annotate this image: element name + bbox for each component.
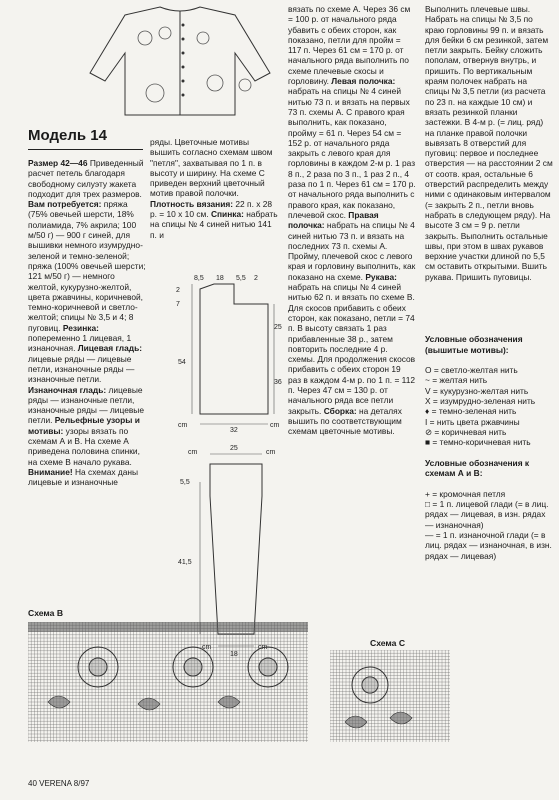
items1-item-1: ~ = желтая нить bbox=[425, 375, 488, 386]
items1-item-2: V = кукурузно-желтая нить bbox=[425, 385, 529, 396]
measure-bottom-unit-right: cm bbox=[270, 422, 280, 429]
col3-para-1: Левая полочка: bbox=[331, 76, 396, 87]
col3-para-0: вязать по схеме А. Через 36 см = 100 р. от начального ряда убавить с обеих сторон, как показано, петли для пройм = 117 п. Через 61 см = 170 р. от начального ряда выполнить по схеме плечевые скосы и горловину. bbox=[288, 4, 411, 87]
col3-para-6: набрать на спицы № 4 синей нитью 62 п. и вязать по схеме В. Для скосов прибавить с обеих сторон, как показано, петли = 74 п. В высоту связать 1 раз прибавленные 38 р., затем повторить последние 4 р. схемы. Для продолжения скосов прибавить с обеих сторон 19 раз в каждом 4-м р. по 1 п. = 112 п. Через 47 см = 130 р. от начального ряда все петли закрыть. bbox=[288, 282, 416, 416]
col3-para-5: Рукава: bbox=[365, 271, 397, 282]
chart-c-label: Схема С bbox=[370, 638, 406, 648]
column-1 bbox=[28, 158, 146, 488]
measure-bottom-unit-left: cm bbox=[178, 422, 188, 429]
measure-right-1: 25 bbox=[274, 324, 282, 331]
col4-para-0: Выполнить плечевые швы. Набрать на спицы № 3,5 по краю горловины 99 п. и вязать для бейки 6 см резинкой, затем петли закрыть. Бейку сложить пополам, отвернув внутрь, и пришить. По вертикальным краям полочек набрать на спицы № 3,5 петли (из расчета по 23 п. на каждые 10 см) и вязать резинкой планки застежки. В 4-м р. (= лиц. ряд) на планке правой полочки вывязать 8 отверстий для пуговиц: первое и последнее отверстия — на расстоянии 2 см от соотв. края, остальные 6 отверстий распределить между ними с одинаковым интервалом (= закрыть 2 п., петли вновь набрать в следующем ряду). На высоте 3 см = 9 р. петли закрыть. Выполнить остальные швы, при этом в швах рукавов верхние участки длиной по 5,5 см оставить открытыми. Вшить рукава. Пришить пуговицы. bbox=[425, 4, 553, 282]
chartB-grid bbox=[28, 622, 308, 742]
col1-para-1: Приведенный расчет петель благодаря свободному силуэту жакета подходит для трех размеров. bbox=[28, 158, 144, 199]
sleeve-bottom-unit-right: cm bbox=[258, 644, 268, 651]
sleeve-top-unit-right: cm bbox=[266, 449, 276, 456]
legend-title-2: Условные обозначения к схемам А и В: bbox=[425, 457, 530, 479]
col3-para-7: Сборка: bbox=[323, 405, 360, 416]
column-2 bbox=[150, 137, 278, 240]
chart-c-leaf-1 bbox=[390, 712, 412, 724]
sleeve-top-width: 25 bbox=[230, 445, 238, 452]
col2-para-3: Спинка: bbox=[210, 209, 247, 220]
col2-para-4: набрать на спицы № 4 синей нитью 141 п. и bbox=[150, 209, 278, 240]
col3-para-2: набрать на спицы № 4 синей нитью 73 п. и вязать на первых 73 п. схемы А. С правого края выполнить, как показано, пройму = 61 п. Через 54 см = 152 р. от начального ряда закрыть с левого края для горловины в каждом 2-м р. 1 раз 8 п., 2 раза по 3 п., 1 раз 2 п., 4 раза по 1 п. Через 61 см = 170 р. от начального ряда выполнить с правого края, как показано, плечевой скос. bbox=[288, 86, 416, 220]
col3-para-8: на деталях вышить по соответствующим схемам цветочные мотивы. bbox=[288, 405, 402, 437]
measure-top-2: 18 bbox=[216, 275, 224, 282]
measure-top-4: 2 bbox=[254, 275, 258, 282]
chart-b-flower-1 bbox=[78, 647, 118, 687]
chart-c-leaf-2 bbox=[345, 716, 367, 728]
chart-b-leaf-3 bbox=[218, 696, 240, 708]
col2-para-1: Плотность вязания: bbox=[150, 198, 236, 209]
page-footer: 40 VERENA 8/97 bbox=[28, 779, 90, 788]
chart-b-leaf-2 bbox=[138, 698, 160, 710]
items1-item-6: ⊘ = коричневая нить bbox=[425, 426, 507, 437]
col1-para-3: пряжа (75% овечьей шерсти, 18% полиамида, 7% акрила; 100 м/50 г) — 900 г синей, для вышивки немного изумрудно-зеленой и темно-зеленой; пряжа (100% овечьей шерсти; 121 м/50 г) — немного желтой, кукурузно-желтой, цвета ржавчины, коричневой, темно-коричневой и светло-желтой; спицы № 3,5 и 4; 8 пуговиц. bbox=[28, 199, 146, 333]
col1-para-9: лицевые ряды — изнаночные петли, изнаночные ряды — лицевые петли. bbox=[28, 384, 144, 426]
items1-item-0: О = светло-желтая нить bbox=[425, 365, 518, 376]
sleeve-bottom-width: 18 bbox=[230, 651, 238, 658]
model-title: Модель 14 bbox=[28, 127, 107, 144]
title-divider bbox=[28, 149, 143, 150]
col3-para-3: Правая полочка: bbox=[288, 209, 379, 231]
col1-para-8: Изнаночная гладь: bbox=[28, 384, 109, 395]
measure-top-1: 8,5 bbox=[194, 275, 204, 282]
col1-para-11: узоры вязать по схемам А и В. На схеме А приведена половина спинки, на схеме В начало рукава. bbox=[28, 425, 140, 467]
chart-b bbox=[28, 622, 308, 742]
sleeve-measure-2: 41,5 bbox=[178, 559, 192, 566]
measure-right-2: 36 bbox=[274, 379, 282, 386]
items2-item-2: — = 1 п. изнаночной глади (= в лиц. рядах — изнаночная, в изн. рядах — лицевая) bbox=[425, 529, 552, 561]
chart-b-label: Схема В bbox=[28, 608, 64, 618]
column-4 bbox=[425, 4, 553, 282]
sleeve-measure-1: 5,5 bbox=[180, 479, 190, 486]
col1-para-13: На схемах даны лицевые и изнаночные bbox=[28, 466, 139, 488]
column-3 bbox=[288, 4, 416, 436]
measure-left-2: 7 bbox=[176, 301, 180, 308]
col1-para-2: Вам потребуется: bbox=[28, 199, 104, 210]
sleeve-top-unit-left: cm bbox=[188, 449, 198, 456]
measure-top-3: 5,5 bbox=[236, 275, 246, 282]
col1-para-0: Размер 42—46 bbox=[28, 158, 90, 168]
chartC-grid bbox=[330, 650, 450, 742]
col1-para-10: Рельефные узоры и мотивы: bbox=[28, 415, 140, 436]
items2-item-0: + = кромочная петля bbox=[425, 488, 506, 499]
jacket-sketch bbox=[85, 3, 280, 123]
items1-item-7: ■ = темно-коричневая нить bbox=[425, 437, 531, 448]
measure-left-1: 2 bbox=[176, 287, 180, 294]
items1-item-4: ♦ = темно-зеленая нить bbox=[425, 406, 517, 417]
sleeve-bottom-unit-left: cm bbox=[202, 644, 212, 651]
chart-b-top-border bbox=[28, 622, 308, 632]
measure-bottom-width: 32 bbox=[230, 427, 238, 434]
col1-para-12: Внимание! bbox=[28, 466, 75, 477]
items1-item-5: I = нить цвета ржавчины bbox=[425, 416, 520, 427]
measure-left-3: 54 bbox=[178, 359, 186, 366]
chart-c bbox=[330, 650, 450, 742]
items1-item-3: X = изумрудно-зеленая нить bbox=[425, 396, 536, 407]
legend bbox=[425, 324, 553, 571]
col1-para-6: Лицевая гладь: bbox=[77, 343, 143, 354]
col3-para-4: набрать на спицы № 4 синей нитью 73 п. и вязать на последних 73 п. схемы А. Пройму, плечевой скос с левого края и горловину выполнить, как показано на схеме. bbox=[288, 220, 416, 282]
chart-b-leaf-1 bbox=[48, 696, 70, 708]
items2-item-1: □ = 1 п. лицевой глади (= в лиц. рядах — лицевая, в изн. рядах — изнаночная) bbox=[425, 499, 549, 530]
legend-title-1: Условные обозначения (вышитые мотивы): bbox=[425, 334, 523, 355]
chart-b-flower-2 bbox=[173, 647, 213, 687]
col2-para-0: ряды. Цветочные мотивы вышить согласно схемам швом "петля", захватывая по 1 п. в высоту и ширину. На схеме С приведен верхний цветочный мотив правой полочки. bbox=[150, 137, 273, 199]
col1-para-4: Резинка: bbox=[62, 322, 99, 333]
col1-para-7: лицевые ряды — лицевые петли, изнаночные ряды — изнаночные петли. bbox=[28, 353, 135, 385]
col2-para-2: 22 п. x 28 р. = 10 x 10 см. bbox=[150, 198, 273, 220]
col1-para-5: попеременно 1 лицевая, 1 изнаночная. bbox=[28, 333, 132, 354]
